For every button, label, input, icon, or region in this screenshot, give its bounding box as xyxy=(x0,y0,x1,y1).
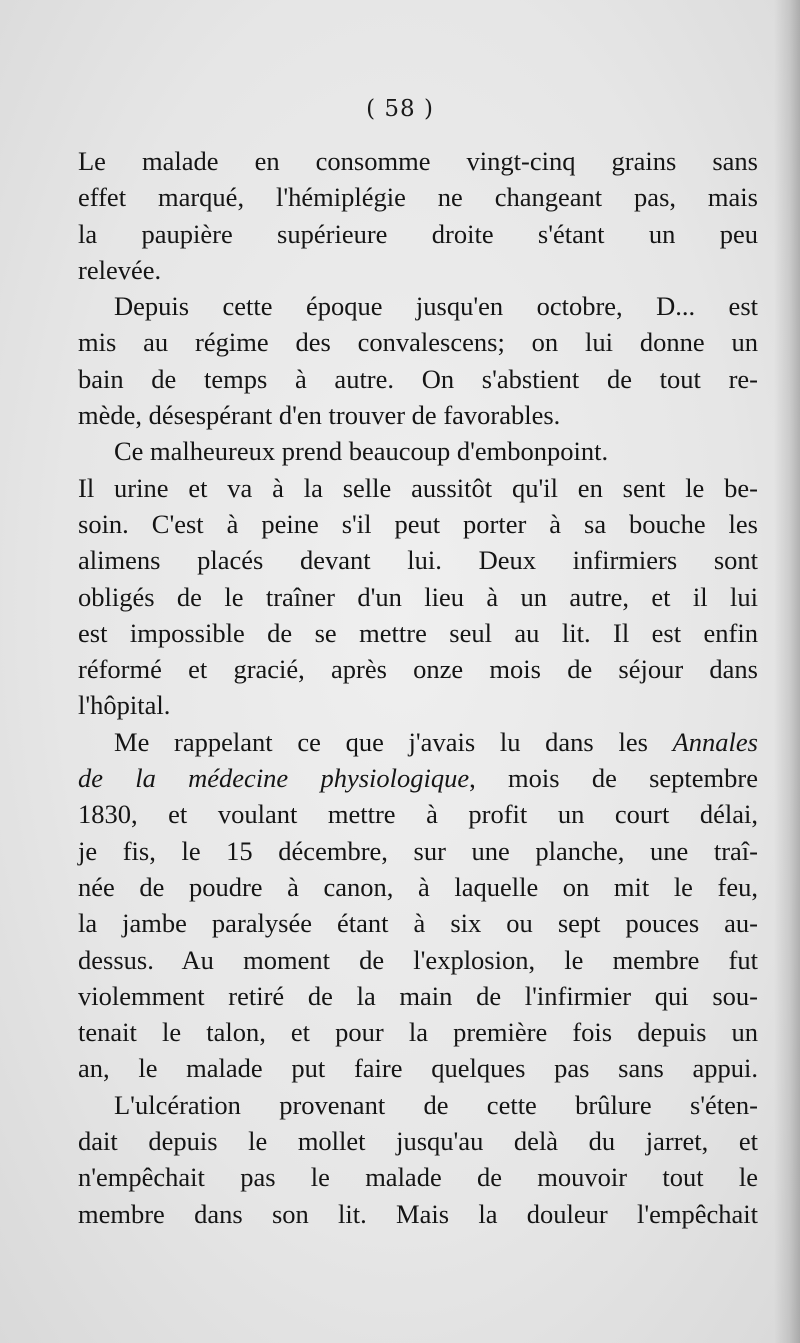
italic-title: Annales xyxy=(672,726,758,757)
text-line: n'empêchait pas le malade de mouvoir tout le xyxy=(78,1162,758,1193)
paragraph xyxy=(78,1087,758,1232)
text-line: Il urine et va à la selle aussitôt qu'il en sent le be- xyxy=(78,472,758,503)
paragraph xyxy=(78,433,758,723)
text-line: née de poudre à canon, à laquelle on mit le feu, xyxy=(78,871,758,902)
text-line: obligés de le traîner d'un lieu à un autre, et il lui xyxy=(78,581,758,612)
text-line: dessus. Au moment de l'explosion, le membre fut xyxy=(78,944,758,975)
text-line: tenait le talon, et pour la première fois depuis un xyxy=(78,1017,758,1048)
text-line: réformé et gracié, après onze mois de séjour dans xyxy=(78,654,758,685)
text-line: bain de temps à autre. On s'abstient de tout re- xyxy=(78,363,758,394)
text-line xyxy=(78,760,758,796)
text-line: dait depuis le mollet jusqu'au delà du jarret, et xyxy=(78,1126,758,1157)
page-number: ( 58 ) xyxy=(366,96,434,122)
text-line: mis au régime des convalescens; on lui donne un xyxy=(78,327,758,358)
text-line: Depuis cette époque jusqu'en octobre, D... est xyxy=(114,291,758,322)
text-line: la jambe paralysée étant à six ou sept pouces au- xyxy=(78,908,758,939)
text-line: L'ulcération provenant de cette brûlure s'éten- xyxy=(114,1089,758,1120)
paragraph xyxy=(78,724,758,1087)
text-line: la paupière supérieure droite s'étant un peu xyxy=(78,218,758,249)
page-edge-shadow xyxy=(774,0,800,1343)
text-line: Ce malheureux prend beaucoup d'embonpoint. xyxy=(114,436,609,467)
text-line: relevée. xyxy=(78,254,162,285)
text-line: est impossible de se mettre seul au lit. Il est enfin xyxy=(78,617,758,648)
text-line: soin. C'est à peine s'il peut porter à sa bouche les xyxy=(78,508,758,539)
text-line: violemment retiré de la main de l'infirmier qui sou- xyxy=(78,980,758,1011)
text-line: an, le malade put faire quelques pas sans appui. xyxy=(78,1053,758,1084)
text-line xyxy=(78,724,758,760)
text-run: , mois de septembre xyxy=(469,763,758,794)
text-line: je fis, le 15 décembre, sur une planche, une traî- xyxy=(78,835,758,866)
text-line: effet marqué, l'hémiplégie ne changeant pas, mais xyxy=(78,182,758,213)
body-text xyxy=(78,143,758,1232)
text-line: Le malade en consomme vingt-cinq grains sans xyxy=(78,146,758,176)
italic-title: de la médecine physiologique xyxy=(78,763,470,794)
text-run: Me rappelant ce que j'avais lu dans les xyxy=(114,726,673,757)
paragraph xyxy=(78,143,758,288)
text-line: l'hôpital. xyxy=(78,690,171,721)
paragraph xyxy=(78,288,758,433)
text-line: 1830, et voulant mettre à profit un court délai, xyxy=(78,799,758,830)
text-line: membre dans son lit. Mais la douleur l'empêchait xyxy=(78,1198,758,1229)
text-line: mède, désespérant d'en trouver de favorables. xyxy=(78,400,561,431)
text-line: alimens placés devant lui. Deux infirmiers sont xyxy=(78,545,758,576)
